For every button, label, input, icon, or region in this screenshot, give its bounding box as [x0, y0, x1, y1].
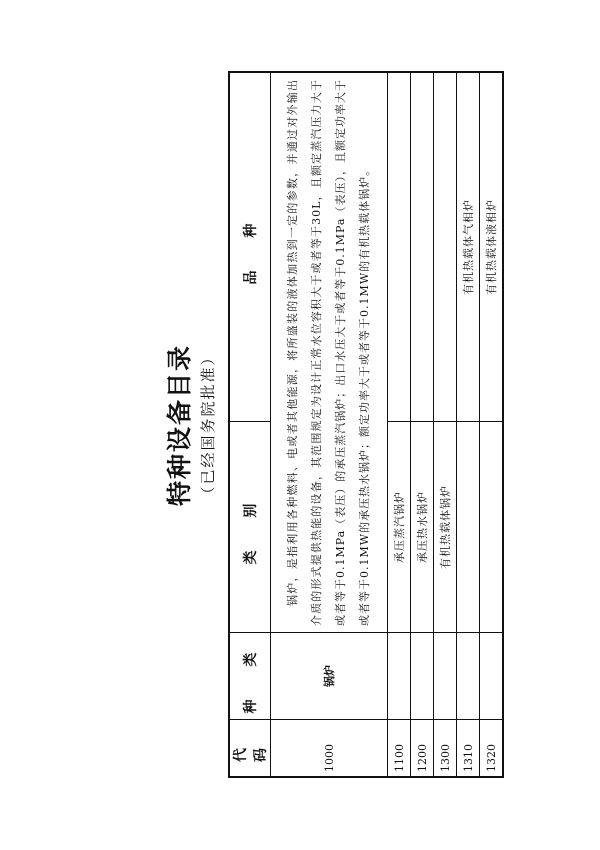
row-product: [411, 72, 434, 422]
row-category: 承压蒸汽锅炉: [388, 422, 411, 633]
header-row: [229, 72, 271, 777]
table-row: [480, 72, 504, 777]
row-product: 有机热载体气相炉: [457, 72, 480, 422]
main-code: 1000: [271, 720, 388, 778]
page-title: 特种设备目录: [165, 344, 194, 507]
row-kind: [388, 633, 411, 720]
row-product: [388, 72, 411, 422]
row-kind: [457, 633, 480, 720]
row-product: 有机热载体液相炉: [480, 72, 504, 422]
equipment-table: [228, 71, 504, 778]
header-product: 品 种: [229, 72, 271, 422]
row-product: [434, 72, 457, 422]
row-code: 1100: [388, 720, 411, 778]
row-code: 1320: [480, 720, 504, 778]
row-code: 1200: [411, 720, 434, 778]
row-category: 有机热载体锅炉: [434, 422, 457, 633]
row-kind: [480, 633, 504, 720]
table-row: [411, 72, 434, 777]
row-code: 1300: [434, 720, 457, 778]
row-kind: [434, 633, 457, 720]
row-kind: [411, 633, 434, 720]
row-category: [457, 422, 480, 633]
main-description: 锅炉，是指利用各种燃料、电或者其他能源，将所盛装的液体加热到一定的参数，并通过对外输出介质的形式提供热能的设备，其范围规定为设计正常水位容积大于或者等于30L，且额定蒸汽压力大于或者等于0.1MPa（表压）的承压蒸汽锅炉；出口水压大于或者等于0.1MPa（表压），且额定功率大于或者等于0.1MW的承压热水锅炉；额定功率大于或者等于0.1MW的有机热载体锅炉。: [271, 72, 388, 633]
table-row: [434, 72, 457, 777]
row-category: [480, 422, 504, 633]
header-code: 代码: [229, 720, 271, 778]
row-code: 1310: [457, 720, 480, 778]
header-kind: 种 类: [229, 633, 271, 720]
row-category: 承压热水锅炉: [411, 422, 434, 633]
main-kind: 锅炉: [271, 633, 388, 720]
page-subtitle: （已经国务院批准）: [199, 348, 217, 502]
table-row-main: [271, 72, 388, 777]
table-row: [457, 72, 480, 777]
header-category: 类 别: [229, 422, 271, 633]
table-row: [388, 72, 411, 777]
